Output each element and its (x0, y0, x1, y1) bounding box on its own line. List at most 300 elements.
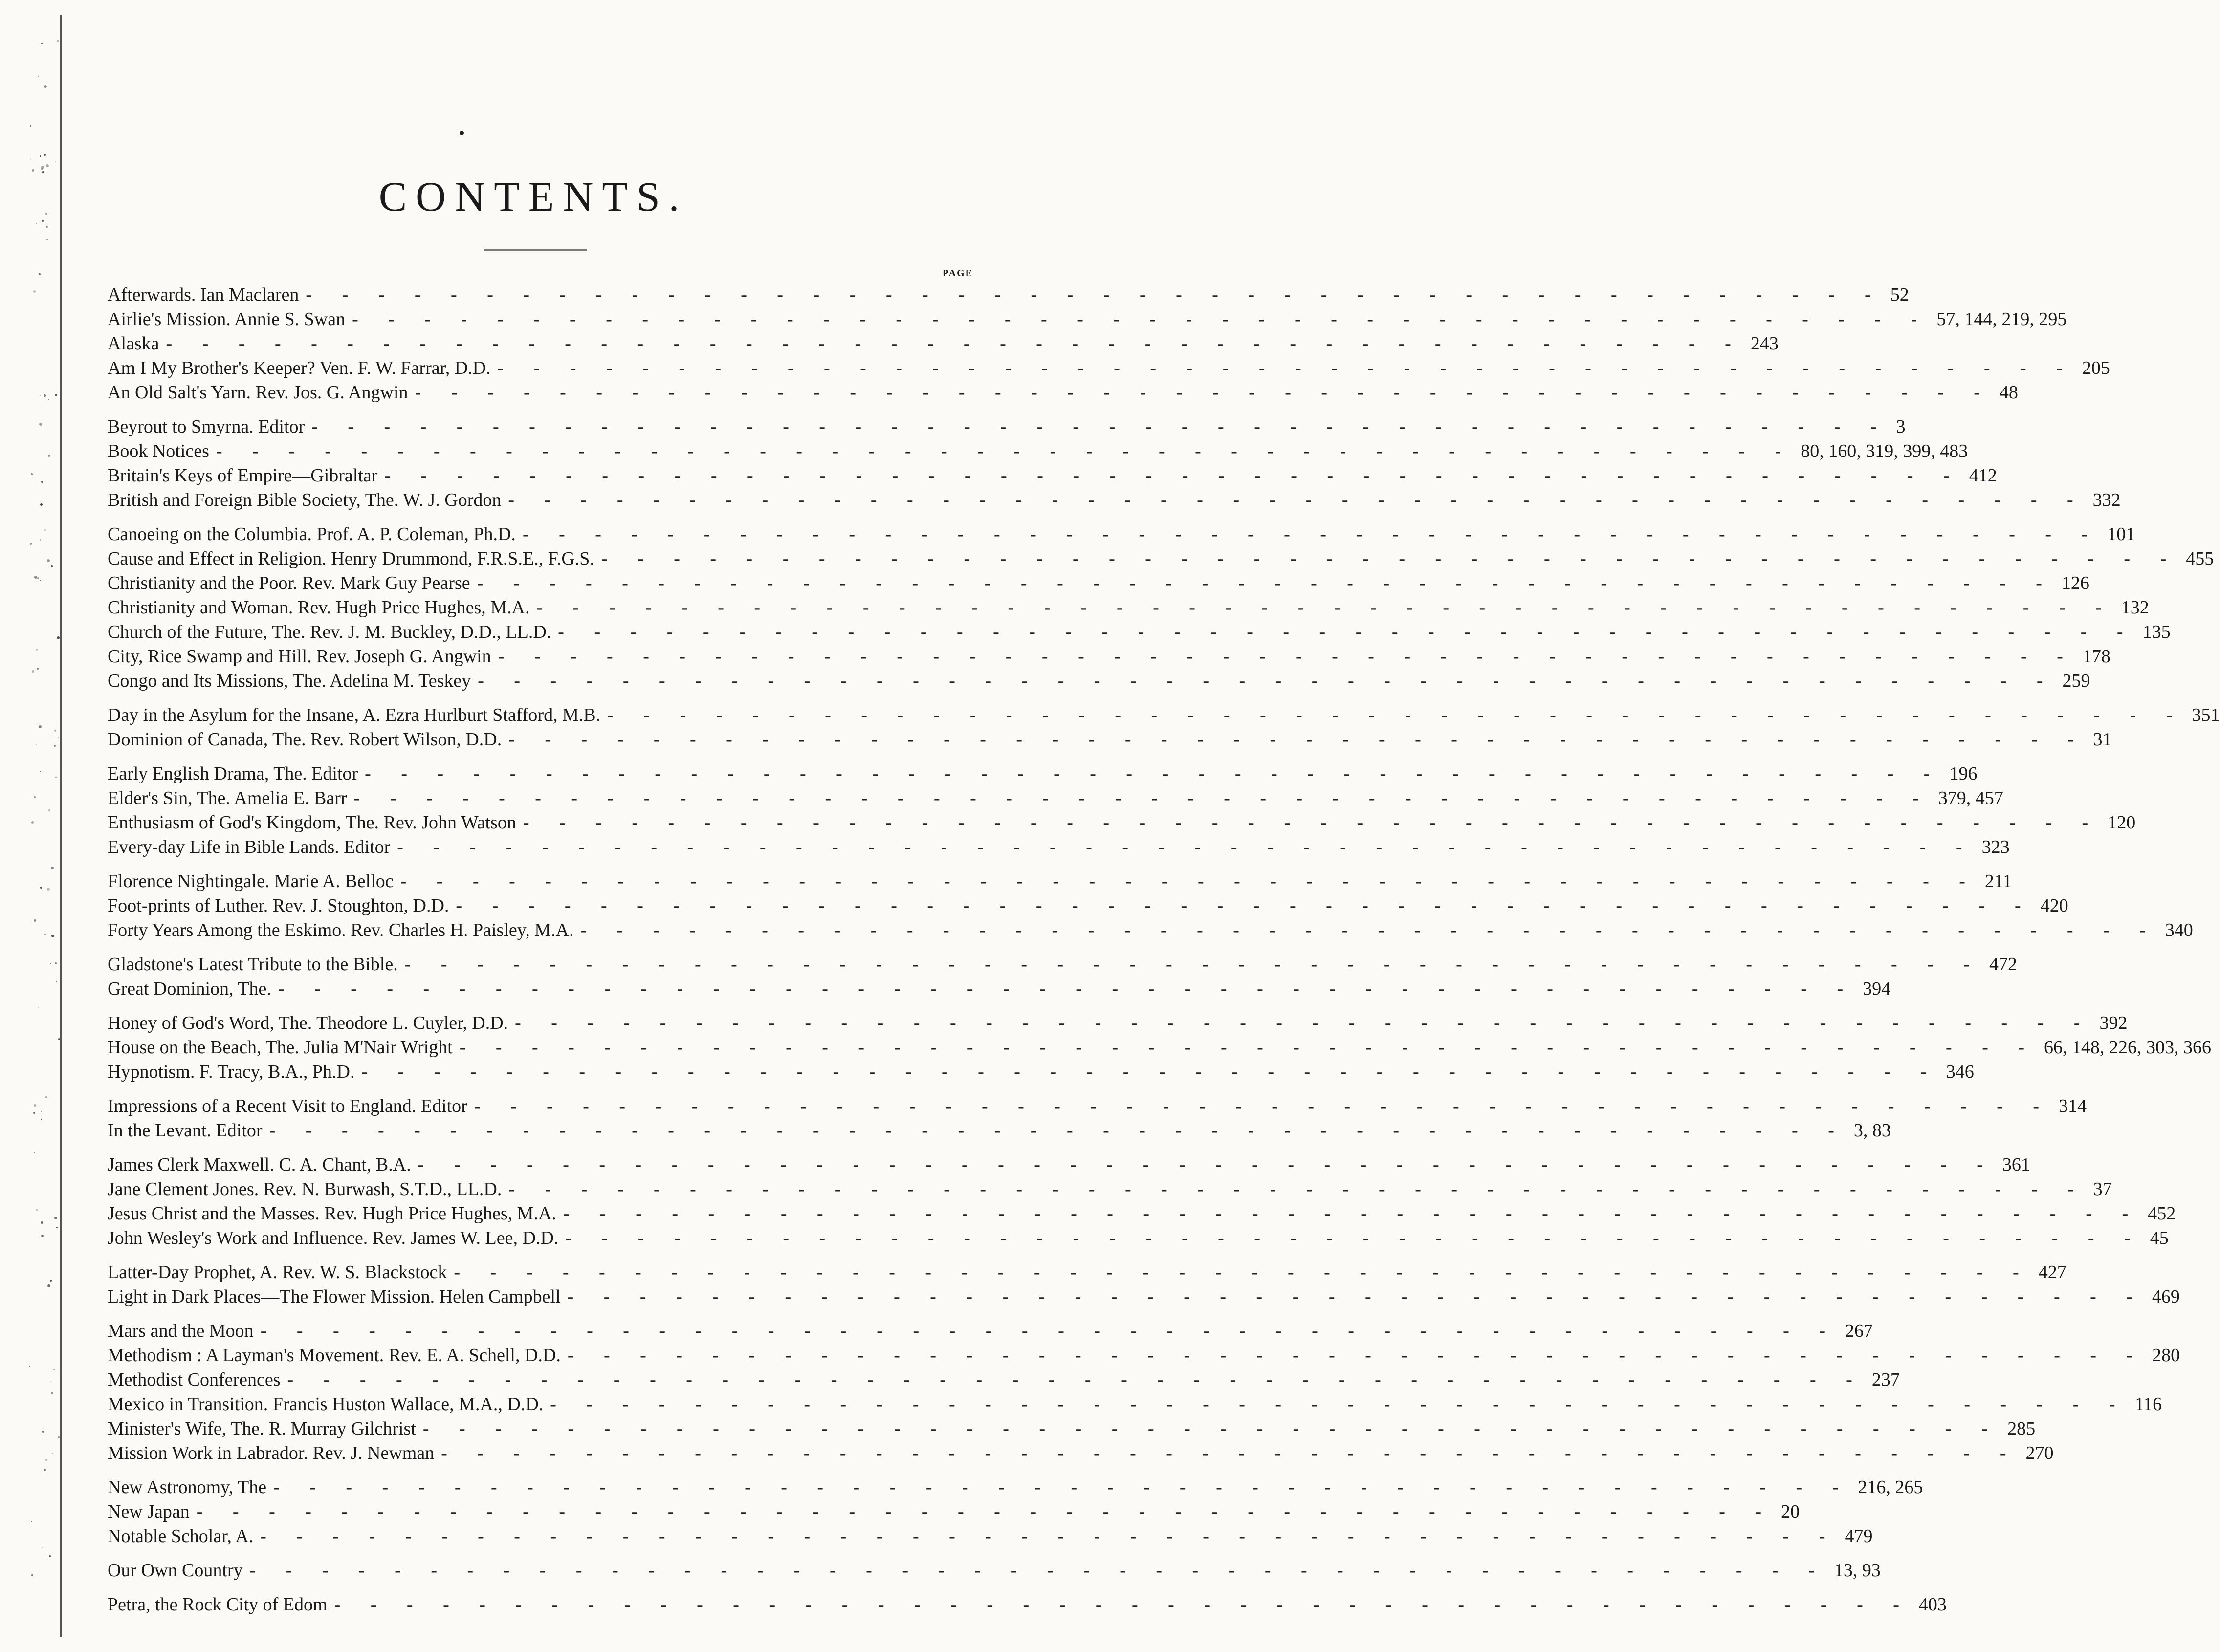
entry-pages: 351 (2192, 705, 2220, 725)
contents-entry (108, 380, 2018, 405)
scan-speck (46, 164, 49, 167)
entry-pages: 323 (1981, 837, 2010, 857)
dot-leader: - - - - - - - - - - - - - - - - - - - - - - - - - - - - - - - - - - - - - - - - - - - - (565, 1228, 2143, 1248)
scan-speck (48, 399, 49, 400)
contents-entry (108, 952, 2017, 977)
dot-leader: - - - - - - - - - - - - - - - - - - - - - - - - - - - - - - - - - - - - - - - - - - - - (249, 1560, 1827, 1581)
contents-entry (108, 703, 2220, 727)
scan-speck (30, 159, 31, 160)
entry-title: Elder's Sin, The. Amelia E. Barr (108, 788, 347, 808)
entry-title: Airlie's Mission. Annie S. Swan (108, 309, 346, 329)
entry-pages: 132 (2121, 597, 2149, 618)
scan-speck (40, 771, 41, 772)
scan-speck (41, 168, 43, 170)
dot-leader: - - - - - - - - - - - - - - - - - - - - - - - - - - - - - - - - - - - - - - - - - - - - (607, 705, 2185, 725)
entry-pages: 243 (1750, 333, 1779, 354)
page-title: CONTENTS. (378, 173, 688, 220)
entry-pages: 270 (2025, 1443, 2054, 1463)
entry-pages: 52 (1890, 284, 1909, 305)
scan-speck (58, 1436, 60, 1438)
contents-group (108, 414, 2121, 512)
entry-title: Congo and Its Missions, The. Adelina M. Teskey (108, 671, 471, 691)
entry-pages: 267 (1845, 1321, 1873, 1341)
entry-pages: 37 (2093, 1179, 2112, 1199)
scan-speck (34, 919, 36, 922)
contents-entry (108, 307, 2067, 331)
entry-pages: 420 (2040, 895, 2068, 916)
scan-speck (40, 395, 41, 396)
entry-title: New Japan (108, 1501, 190, 1522)
entry-pages: 31 (2093, 729, 2112, 750)
dot-leader: - - - - - - - - - - - - - - - - - - - - - - - - - - - - - - - - - - - - - - - - - - - - (422, 1418, 2001, 1439)
entry-title: Latter-Day Prophet, A. Rev. W. S. Blackstock (108, 1262, 447, 1282)
entry-pages: 196 (1949, 763, 1978, 784)
contents-entry (108, 918, 2193, 942)
scan-speck (47, 888, 50, 891)
contents-entry (108, 1060, 1974, 1084)
contents-entry (108, 283, 1909, 307)
entry-title: Cause and Effect in Religion. Henry Drummond, F.R.S.E., F.G.S. (108, 548, 594, 569)
scan-speck (58, 1038, 60, 1040)
contents-entry (108, 331, 1779, 356)
contents-entry (108, 1441, 2054, 1465)
entry-title: Petra, the Rock City of Edom (108, 1594, 328, 1615)
entry-title: New Astronomy, The (108, 1477, 267, 1498)
scan-speck (41, 1119, 42, 1120)
scan-speck (51, 1392, 53, 1394)
contents-list (108, 283, 2220, 1627)
entry-pages: 479 (1845, 1526, 1873, 1546)
dot-leader: - - - - - - - - - - - - - - - - - - - - - - - - - - - - - - - - - - - - - - - - - - - - (567, 1286, 2145, 1307)
entry-pages: 403 (1918, 1594, 1947, 1615)
dot-leader: - - - - - - - - - - - - - - - - - - - - - - - - - - - - - - - - - - - - - - - - - - - - (361, 1062, 1939, 1082)
scan-speck (51, 565, 53, 567)
contents-entry (108, 1592, 1947, 1617)
page-column-label: PAGE (942, 268, 973, 279)
entry-title: Minister's Wife, The. R. Murray Gilchrist (108, 1418, 416, 1439)
contents-group (108, 703, 2220, 752)
entry-title: Hypnotism. F. Tracy, B.A., Ph.D. (108, 1062, 355, 1082)
scan-speck (41, 1221, 43, 1224)
entry-title: Impressions of a Recent Visit to England. Editor (108, 1096, 467, 1116)
dot-leader: - - - - - - - - - - - - - - - - - - - - - - - - - - - - - - - - - - - - - - - - - - - - (418, 1154, 1996, 1175)
entry-title: Canoeing on the Columbia. Prof. A. P. Coleman, Ph.D. (108, 524, 516, 544)
dot-leader: - - - - - - - - - - - - - - - - - - - - - - - - - - - - - - - - - - - - - - - - - - - - (508, 1179, 2087, 1199)
contents-entry (108, 669, 2090, 693)
entry-title: City, Rice Swamp and Hill. Rev. Joseph G. Angwin (108, 646, 491, 667)
entry-pages: 211 (1984, 871, 2012, 891)
contents-entry (108, 893, 2068, 918)
contents-entry (108, 488, 2121, 512)
dot-leader: - - - - - - - - - - - - - - - - - - - - - - - - - - - - - - - - - - - - - - - - - - - - (415, 382, 1993, 403)
contents-group (108, 1319, 2180, 1465)
dot-leader: - - - - - - - - - - - - - - - - - - - - - - - - - - - - - - - - - - - - - - - - - - - - (498, 646, 2076, 667)
entry-pages: 280 (2152, 1345, 2180, 1366)
entry-pages: 346 (1946, 1062, 1974, 1082)
contents-entry (108, 1260, 2066, 1284)
scan-speck (50, 963, 51, 964)
contents-entry (108, 1524, 1873, 1548)
dot-leader: - - - - - - - - - - - - - - - - - - - - - - - - - - - - - - - - - - - - - - - - - - - - (563, 1203, 2141, 1224)
scan-speck (44, 934, 46, 935)
scan-speck (31, 1521, 32, 1522)
contents-entry (108, 1118, 1891, 1143)
contents-group (108, 522, 2214, 693)
entry-pages: 361 (2002, 1154, 2030, 1175)
contents-entry (108, 761, 1978, 786)
dot-leader: - - - - - - - - - - - - - - - - - - - - - - - - - - - - - - - - - - - - - - - - - - - - (478, 671, 2056, 691)
entry-title: Our Own Country (108, 1560, 243, 1581)
scan-speck (36, 744, 37, 745)
scan-speck (50, 1280, 52, 1282)
scan-speck (41, 1111, 42, 1112)
scan-speck (46, 226, 48, 228)
dot-leader: - - - - - - - - - - - - - - - - - - - - - - - - - - - - - - - - - - - - - - - - - - - - (567, 1345, 2146, 1366)
entry-pages: 80, 160, 319, 399, 483 (1801, 441, 1968, 461)
dot-leader: - - - - - - - - - - - - - - - - - - - - - - - - - - - - - - - - - - - - - - - - - - - - (477, 573, 2055, 593)
contents-group (108, 1094, 2087, 1143)
scan-speck (57, 636, 60, 639)
contents-entry (108, 1201, 2176, 1226)
entry-pages: 45 (2150, 1228, 2169, 1248)
entry-pages: 412 (1969, 465, 1997, 486)
entry-title: Mexico in Transition. Francis Huston Wallace, M.A., D.D. (108, 1394, 544, 1414)
entry-title: Light in Dark Places—The Flower Mission. Helen Campbell (108, 1286, 561, 1307)
entry-title: Great Dominion, The. (108, 978, 271, 999)
scan-speck (34, 1152, 35, 1153)
entry-title: An Old Salt's Yarn. Rev. Jos. G. Angwin (108, 382, 408, 403)
contents-entry (108, 786, 2003, 810)
dot-leader: - - - - - - - - - - - - - - - - - - - - - - - - - - - - - - - - - - - - - - - - - - - - (456, 895, 2034, 916)
scan-speck (55, 777, 57, 778)
scan-speck (33, 1112, 35, 1114)
dot-leader: - - - - - - - - - - - - - - - - - - - - - - - - - - - - - - - - - - - - - - - - - - - - (306, 284, 1884, 305)
contents-group (108, 952, 2017, 1001)
entry-title: Britain's Keys of Empire—Gibraltar (108, 465, 378, 486)
contents-entry (108, 1226, 2169, 1250)
dot-leader: - - - - - - - - - - - - - - - - - - - - - - - - - - - - - - - - - - - - - - - - - - - - (273, 1477, 1851, 1498)
scan-speck (47, 559, 50, 562)
entry-title: House on the Beach, The. Julia M'Nair Wright (108, 1037, 453, 1058)
title-divider (484, 249, 587, 251)
scan-speck (42, 1547, 43, 1548)
scan-speck (53, 1369, 55, 1370)
contents-entry (108, 977, 1891, 1001)
scan-speck (44, 85, 47, 88)
contents-entry (108, 1500, 1800, 1524)
scan-speck (39, 423, 42, 426)
entry-pages: 340 (2165, 920, 2193, 940)
entry-title: Forty Years Among the Eskimo. Rev. Charles H. Paisley, M.A. (108, 920, 574, 940)
scan-speck (45, 1096, 47, 1098)
contents-entry (108, 1094, 2087, 1118)
contents-entry (108, 1416, 2036, 1441)
dot-leader: - - - - - - - - - - - - - - - - - - - - - - - - - - - - - - - - - - - - - - - - - - - - (269, 1120, 1847, 1141)
scan-speck (55, 161, 56, 162)
scan-speck (40, 539, 41, 541)
contents-entry (108, 546, 2214, 571)
entry-pages: 332 (2092, 490, 2121, 510)
entry-pages: 66, 148, 226, 303, 366 (2044, 1037, 2212, 1058)
entry-title: Jane Clement Jones. Rev. N. Burwash, S.T.D., LL.D. (108, 1179, 502, 1199)
scan-speck (38, 76, 39, 77)
entry-pages: 205 (2082, 358, 2110, 378)
scan-speck (46, 239, 48, 240)
scan-speck (30, 125, 31, 127)
scan-speck (44, 394, 46, 397)
entry-pages: 285 (2007, 1418, 2036, 1439)
scan-speck (55, 962, 57, 964)
dot-leader: - - - - - - - - - - - - - - - - - - - - - - - - - - - - - - - - - - - - - - - - - - - - (515, 1013, 2093, 1033)
dot-leader: - - - - - - - - - - - - - - - - - - - - - - - - - - - - - - - - - - - - - - - - - - - - (550, 1394, 2128, 1414)
contents-entry (108, 1319, 1873, 1343)
scan-speck (44, 154, 46, 156)
scan-speck (45, 1459, 47, 1461)
scan-speck (32, 169, 34, 172)
contents-group (108, 1558, 1881, 1583)
entry-title: Christianity and the Poor. Rev. Mark Guy Pearse (108, 573, 470, 593)
contents-entry (108, 1343, 2180, 1368)
dot-leader: - - - - - - - - - - - - - - - - - - - - - - - - - - - - - - - - - - - - - - - - - - - - (384, 465, 1962, 486)
entry-title: Gladstone's Latest Tribute to the Bible. (108, 954, 398, 975)
dot-leader: - - - - - - - - - - - - - - - - - - - - - - - - - - - - - - - - - - - - - - - - - - - - (404, 954, 1982, 975)
dot-leader: - - - - - - - - - - - - - - - - - - - - - - - - - - - - - - - - - - - - - - - - - - - - (166, 333, 1744, 354)
dot-leader: - - - - - - - - - - - - - - - - - - - - - - - - - - - - - - - - - - - - - - - - - - - - (522, 524, 2101, 544)
scan-speck (51, 935, 54, 937)
contents-group (108, 869, 2193, 942)
scan-speck (41, 481, 43, 483)
scan-speck (54, 745, 56, 747)
entry-title: In the Levant. Editor (108, 1120, 263, 1141)
dot-leader: - - - - - - - - - - - - - - - - - - - - - - - - - - - - - - - - - - - - - - - - - - - - (459, 1037, 2038, 1058)
entry-title: Foot-prints of Luther. Rev. J. Stoughton, D.D. (108, 895, 449, 916)
scan-speck (41, 1235, 44, 1237)
dot-leader: - - - - - - - - - - - - - - - - - - - - - - - - - - - - - - - - - - - - - - - - - - - - (580, 920, 2158, 940)
scan-speck (33, 290, 36, 293)
dot-leader: - - - - - - - - - - - - - - - - - - - - - - - - - - - - - - - - - - - - - - - - - - - - (454, 1262, 2032, 1282)
contents-entry (108, 571, 2089, 595)
scan-speck (51, 867, 54, 869)
contents-entry (108, 1475, 1923, 1500)
entry-pages: 20 (1781, 1501, 1800, 1522)
scan-speck (41, 43, 43, 44)
scan-speck (36, 1209, 38, 1211)
entry-title: Mission Work in Labrador. Rev. J. Newman (108, 1443, 435, 1463)
contents-entry (108, 810, 2136, 835)
dot-leader: - - - - - - - - - - - - - - - - - - - - - - - - - - - - - - - - - - - - - - - - - - - - (441, 1443, 2019, 1463)
scan-speck (55, 394, 57, 396)
scan-speck (40, 155, 41, 157)
scan-speck (57, 40, 59, 42)
scan-speck (37, 668, 39, 670)
contents-entry (108, 1284, 2180, 1309)
scan-speck (56, 1227, 58, 1228)
entry-title: Methodist Conferences (108, 1369, 281, 1390)
entry-title: Mars and the Moon (108, 1321, 254, 1341)
scan-speck (48, 809, 50, 811)
dot-leader: - - - - - - - - - - - - - - - - - - - - - - - - - - - - - - - - - - - - - - - - - - - - (352, 309, 1930, 329)
dot-leader: - - - - - - - - - - - - - - - - - - - - - - - - - - - - - - - - - - - - - - - - - - - - (260, 1321, 1838, 1341)
contents-entry (108, 1152, 2030, 1177)
entry-pages: 101 (2107, 524, 2135, 544)
contents-group (108, 1152, 2176, 1250)
contents-entry (108, 644, 2110, 669)
entry-title: Every-day Life in Bible Lands. Editor (108, 837, 391, 857)
contents-group (108, 1475, 1923, 1548)
contents-group (108, 283, 2110, 405)
contents-entry (108, 1368, 1900, 1392)
contents-entry (108, 1177, 2112, 1201)
scan-speck (47, 1284, 50, 1287)
scan-speck (49, 1555, 51, 1557)
scan-speck (37, 577, 39, 579)
dot-leader: - - - - - - - - - - - - - - - - - - - - - - - - - - - - - - - - - - - - - - - - - - - - (196, 1501, 1775, 1522)
entry-title: John Wesley's Work and Influence. Rev. James W. Lee, D.D. (108, 1228, 559, 1248)
entry-title: Jesus Christ and the Masses. Rev. Hugh Price Hughes, M.A. (108, 1203, 556, 1224)
entry-title: Dominion of Canada, The. Rev. Robert Wilson, D.D. (108, 729, 502, 750)
scan-speck (44, 1469, 46, 1471)
entry-pages: 379, 457 (1938, 788, 2003, 808)
entry-pages: 452 (2148, 1203, 2176, 1224)
entry-pages: 116 (2134, 1394, 2162, 1414)
entry-pages: 48 (1999, 382, 2018, 403)
entry-pages: 472 (1989, 954, 2017, 975)
entry-title: British and Foreign Bible Society, The. W. J. Gordon (108, 490, 502, 510)
contents-entry (108, 620, 2171, 644)
entry-title: Church of the Future, The. Rev. J. M. Buckley, D.D., LL.D. (108, 622, 551, 642)
entry-title: Early English Drama, The. Editor (108, 763, 358, 784)
entry-pages: 178 (2082, 646, 2110, 667)
scan-speck (32, 670, 34, 673)
scan-speck (30, 543, 32, 545)
contents-entry (108, 439, 1968, 463)
scan-speck (52, 1453, 53, 1454)
dot-leader: - - - - - - - - - - - - - - - - - - - - - - - - - - - - - - - - - - - - - - - - - - - - (260, 1526, 1838, 1546)
dot-leader: - - - - - - - - - - - - - - - - - - - - - - - - - - - - - - - - - - - - - - - - - - - - (216, 441, 1794, 461)
entry-title: Honey of God's Word, The. Theodore L. Cuyler, D.D. (108, 1013, 508, 1033)
dot-leader: - - - - - - - - - - - - - - - - - - - - - - - - - - - - - - - - - - - - - - - - - - - - (278, 978, 1856, 999)
scan-speck (48, 455, 50, 457)
ink-dot (460, 131, 464, 135)
contents-entry (108, 463, 1997, 488)
contents-group (108, 1011, 2212, 1084)
dot-leader: - - - - - - - - - - - - - - - - - - - - - - - - - - - - - - - - - - - - - - - - - - - - (508, 729, 2087, 750)
dot-leader: - - - - - - - - - - - - - - - - - - - - - - - - - - - - - - - - - - - - - - - - - - - - (601, 548, 2179, 569)
scan-speck (42, 1431, 44, 1433)
dot-leader: - - - - - - - - - - - - - - - - - - - - - - - - - - - - - - - - - - - - - - - - - - - - (311, 416, 1890, 437)
binding-rule (60, 15, 62, 1637)
entry-pages: 469 (2152, 1286, 2180, 1307)
dot-leader: - - - - - - - - - - - - - - - - - - - - - - - - - - - - - - - - - - - - - - - - - - - - (536, 597, 2114, 618)
contents-group (108, 1260, 2180, 1309)
entry-pages: 120 (2108, 812, 2136, 833)
scan-speck (40, 503, 43, 506)
scan-speck (58, 737, 59, 738)
entry-title: Methodism : A Layman's Movement. Rev. E. A. Schell, D.D. (108, 1345, 561, 1366)
dot-leader: - - - - - - - - - - - - - - - - - - - - - - - - - - - - - - - - - - - - - - - - - - - - (474, 1096, 2052, 1116)
contents-entry (108, 1558, 1881, 1583)
scan-speck (40, 580, 41, 581)
scan-speck (36, 649, 38, 651)
entry-pages: 455 (2186, 548, 2214, 569)
entry-pages: 427 (2038, 1262, 2066, 1282)
entry-pages: 13, 93 (1834, 1560, 1881, 1581)
contents-entry (108, 835, 2010, 859)
entry-title: Florence Nightingale. Marie A. Belloc (108, 871, 394, 891)
entry-pages: 394 (1863, 978, 1891, 999)
entry-pages: 3 (1896, 416, 1906, 437)
dot-leader: - - - - - - - - - - - - - - - - - - - - - - - - - - - - - - - - - - - - - - - - - - - - (353, 788, 1932, 808)
scan-speck (38, 1007, 39, 1008)
dot-leader: - - - - - - - - - - - - - - - - - - - - - - - - - - - - - - - - - - - - - - - - - - - - (397, 837, 1975, 857)
scan-speck (31, 473, 33, 475)
page-binding-edge (0, 0, 59, 1652)
scan-speck (50, 1381, 51, 1382)
entry-title: Book Notices (108, 441, 209, 461)
dot-leader: - - - - - - - - - - - - - - - - - - - - - - - - - - - - - - - - - - - - - - - - - - - - (287, 1369, 1865, 1390)
contents-entry (108, 869, 2012, 893)
entry-title: Am I My Brother's Keeper? Ven. F. W. Farrar, D.D. (108, 358, 491, 378)
scan-speck (40, 887, 42, 889)
contents-entry (108, 356, 2110, 380)
contents-entry (108, 522, 2135, 546)
entry-title: Afterwards. Ian Maclaren (108, 284, 299, 305)
dot-leader: - - - - - - - - - - - - - - - - - - - - - - - - - - - - - - - - - - - - - - - - - - - - (523, 812, 2101, 833)
entry-pages: 57, 144, 219, 295 (1936, 309, 2067, 329)
entry-title: Notable Scholar, A. (108, 1526, 254, 1546)
dot-leader: - - - - - - - - - - - - - - - - - - - - - - - - - - - - - - - - - - - - - - - - - - - - (400, 871, 1978, 891)
contents-entry (108, 595, 2149, 620)
scan-speck (54, 730, 56, 732)
entry-pages: 3, 83 (1853, 1120, 1891, 1141)
scan-speck (34, 796, 36, 798)
entry-title: Enthusiasm of God's Kingdom, The. Rev. John Watson (108, 812, 516, 833)
scan-speck (31, 821, 34, 824)
entry-title: Christianity and Woman. Rev. Hugh Price Hughes, M.A. (108, 597, 530, 618)
scan-speck (54, 1217, 57, 1219)
scan-speck (56, 981, 57, 982)
contents-entry (108, 1392, 2162, 1416)
scan-speck (34, 1104, 36, 1107)
scan-speck (31, 1574, 33, 1576)
scan-speck (44, 529, 46, 531)
contents-group (108, 1592, 1947, 1617)
contents-entry (108, 1011, 2128, 1035)
dot-leader: - - - - - - - - - - - - - - - - - - - - - - - - - - - - - - - - - - - - - - - - - - - - (497, 358, 2075, 378)
dot-leader: - - - - - - - - - - - - - - - - - - - - - - - - - - - - - - - - - - - - - - - - - - - - (365, 763, 1943, 784)
entry-pages: 135 (2142, 622, 2171, 642)
dot-leader: - - - - - - - - - - - - - - - - - - - - - - - - - - - - - - - - - - - - - - - - - - - - (508, 490, 2086, 510)
entry-pages: 314 (2059, 1096, 2087, 1116)
entry-title: Beyrout to Smyrna. Editor (108, 416, 305, 437)
dot-leader: - - - - - - - - - - - - - - - - - - - - - - - - - - - - - - - - - - - - - - - - - - - - (334, 1594, 1912, 1615)
entry-pages: 392 (2099, 1013, 2128, 1033)
contents-entry (108, 414, 1906, 439)
entry-pages: 237 (1871, 1369, 1900, 1390)
contents-entry (108, 727, 2112, 752)
scan-speck (36, 223, 37, 224)
contents-group (108, 761, 2136, 859)
entry-pages: 259 (2062, 671, 2090, 691)
entry-title: Day in the Asylum for the Insane, A. Ezra Hurlburt Stafford, M.B. (108, 705, 601, 725)
dot-leader: - - - - - - - - - - - - - - - - - - - - - - - - - - - - - - - - - - - - - - - - - - - - (558, 622, 2136, 642)
entry-pages: 216, 265 (1858, 1477, 1923, 1498)
entry-pages: 126 (2061, 573, 2089, 593)
contents-entry (108, 1035, 2212, 1060)
scan-speck (29, 1366, 30, 1367)
entry-title: Alaska (108, 333, 159, 354)
entry-title: James Clerk Maxwell. C. A. Chant, B.A. (108, 1154, 411, 1175)
